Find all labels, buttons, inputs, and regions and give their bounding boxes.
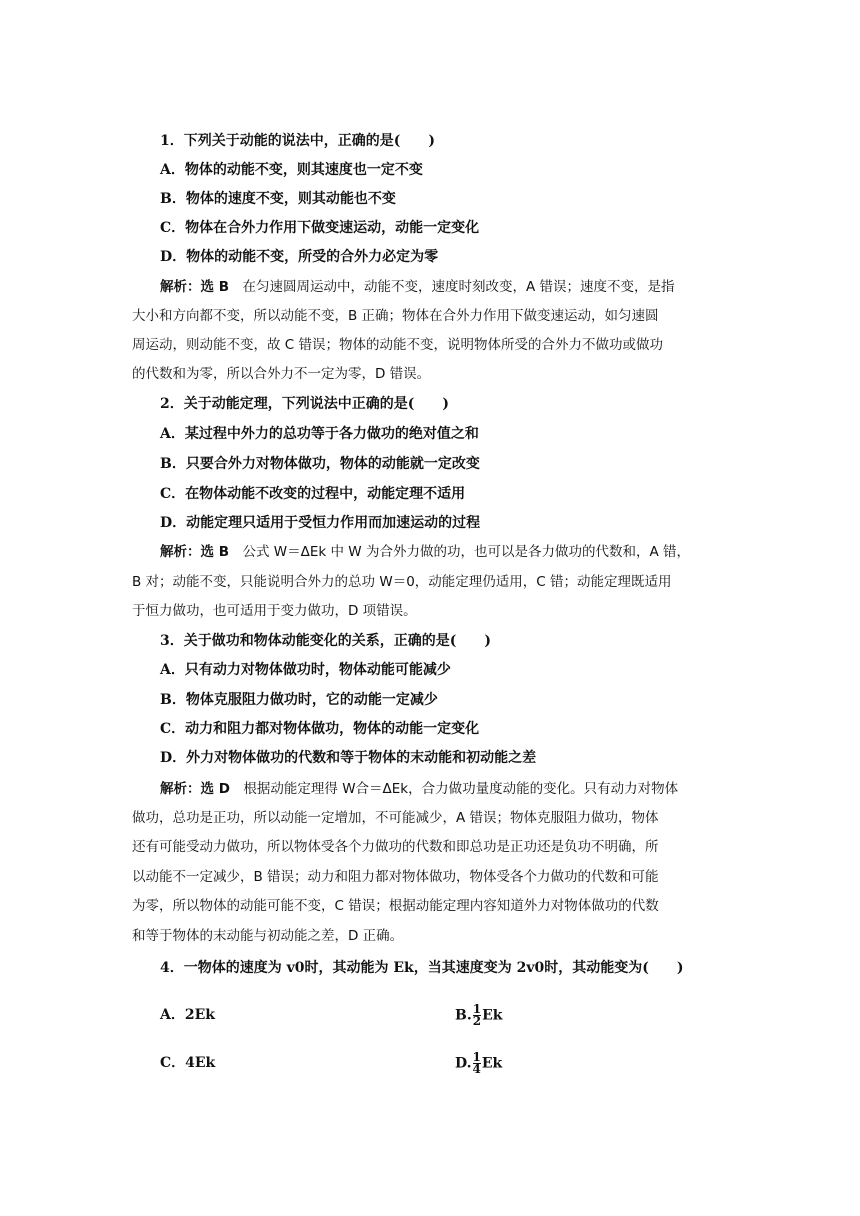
question-4-option-a: A．2Ek xyxy=(160,1007,215,1023)
question-1-option-c: C．物体在合外力作用下做变速运动，动能一定变化 xyxy=(160,220,480,236)
analysis-label: 解析： xyxy=(160,279,201,295)
question-3-analysis-line: 和等于物体的末动能与初动能之差，D 正确。 xyxy=(132,928,404,944)
question-2-analysis-line: 解析：选 B 公式 W＝ΔEk 中 W 为合外力做的功，也可以是各力做功的代数和，A 错， xyxy=(160,544,690,560)
question-3-option-a: A．只有动力对物体做功时，物体动能可能减少 xyxy=(160,662,451,678)
analysis-label: 解析： xyxy=(160,781,201,797)
question-3-analysis-line: 为零，所以物体的动能可能不变，C 错误；根据动能定理内容知道外力对物体做功的代数 xyxy=(132,898,659,914)
question-1-analysis-line: 的代数和为零，所以合外力不一定为零，D 错误。 xyxy=(132,366,431,382)
question-3-analysis-line: 以动能不一定减少，B 错误；动力和阻力都对物体做功，物体受各个力做功的代数和可能 xyxy=(132,869,659,885)
fraction: $\frac{1}{2}$ xyxy=(472,1002,482,1028)
question-4-option-b: B. $\frac{1}{2}$ Ek xyxy=(455,1002,503,1028)
question-3-option-b: B．物体克服阻力做功时，它的动能一定减少 xyxy=(160,692,438,708)
question-2-option-a: A．某过程中外力的总功等于各力做功的绝对值之和 xyxy=(160,426,479,442)
question-3-stem: 3．关于做功和物体动能变化的关系，正确的是( ) xyxy=(160,633,491,649)
question-1-option-d: D．物体的动能不变，所受的合外力必定为零 xyxy=(160,249,439,265)
analysis-label: 解析： xyxy=(160,544,201,560)
question-2-option-c: C．在物体动能不改变的过程中，动能定理不适用 xyxy=(160,486,466,502)
question-3-analysis-line: 解析：选 D 根据动能定理得 W合＝ΔEk，合力做功量度动能的变化。只有动力对物体 xyxy=(160,781,679,797)
question-3-analysis-line: 做功，总功是正功，所以动能一定增加，不可能减少，A 错误；物体克服阻力做功，物体 xyxy=(132,810,659,826)
question-1-option-a: A．物体的动能不变，则其速度也一定不变 xyxy=(160,162,423,178)
question-4-option-c: C．4Ek xyxy=(160,1055,216,1071)
question-3-option-c: C．动力和阻力都对物体做功，物体的动能一定变化 xyxy=(160,721,480,737)
question-4-option-d: D. $\frac{1}{4}$ Ek xyxy=(455,1050,503,1076)
question-1-analysis-line: 解析：选 B 在匀速圆周运动中，动能不变，速度时刻改变，A 错误；速度不变，是指 xyxy=(160,279,675,295)
question-2-analysis-line: B 对；动能不变，只能说明合外力的总功 W＝0，动能定理仍适用，C 错；动能定理既适用 xyxy=(132,574,672,590)
analysis-answer: 选 D xyxy=(200,781,230,797)
question-4-stem: 4．一物体的速度为 v0时，其动能为 Ek，当其速度变为 2v0时，其动能变为( ) xyxy=(160,960,684,976)
question-1-option-b: B．物体的速度不变，则其动能也不变 xyxy=(160,191,396,207)
question-1-analysis-line: 大小和方向都不变，所以动能不变，B 正确；物体在合外力作用下做变速运动，如匀速圆 xyxy=(132,308,659,324)
question-2-option-b: B．只要合外力对物体做功，物体的动能就一定改变 xyxy=(160,456,480,472)
question-2-option-d: D．动能定理只适用于受恒力作用而加速运动的过程 xyxy=(160,515,481,531)
analysis-answer: 选 B xyxy=(200,544,229,560)
fraction: $\frac{1}{4}$ xyxy=(472,1050,481,1076)
question-1-analysis-line: 周运动，则动能不变，故 C 错误；物体的动能不变，说明物体所受的合外力不做功或做功 xyxy=(132,337,664,353)
question-2-stem: 2．关于动能定理，下列说法中正确的是( ) xyxy=(160,396,449,412)
analysis-answer: 选 B xyxy=(200,279,229,295)
question-1-stem: 1．下列关于动能的说法中，正确的是( ) xyxy=(160,133,435,149)
question-3-analysis-line: 还有可能受动力做功，所以物体受各个力做功的代数和即总功是正功还是负功不明确，所 xyxy=(132,839,659,855)
question-3-option-d: D．外力对物体做功的代数和等于物体的末动能和初动能之差 xyxy=(160,750,537,766)
question-2-analysis-line: 于恒力做功，也可适用于变力做功，D 项错误。 xyxy=(132,603,417,619)
